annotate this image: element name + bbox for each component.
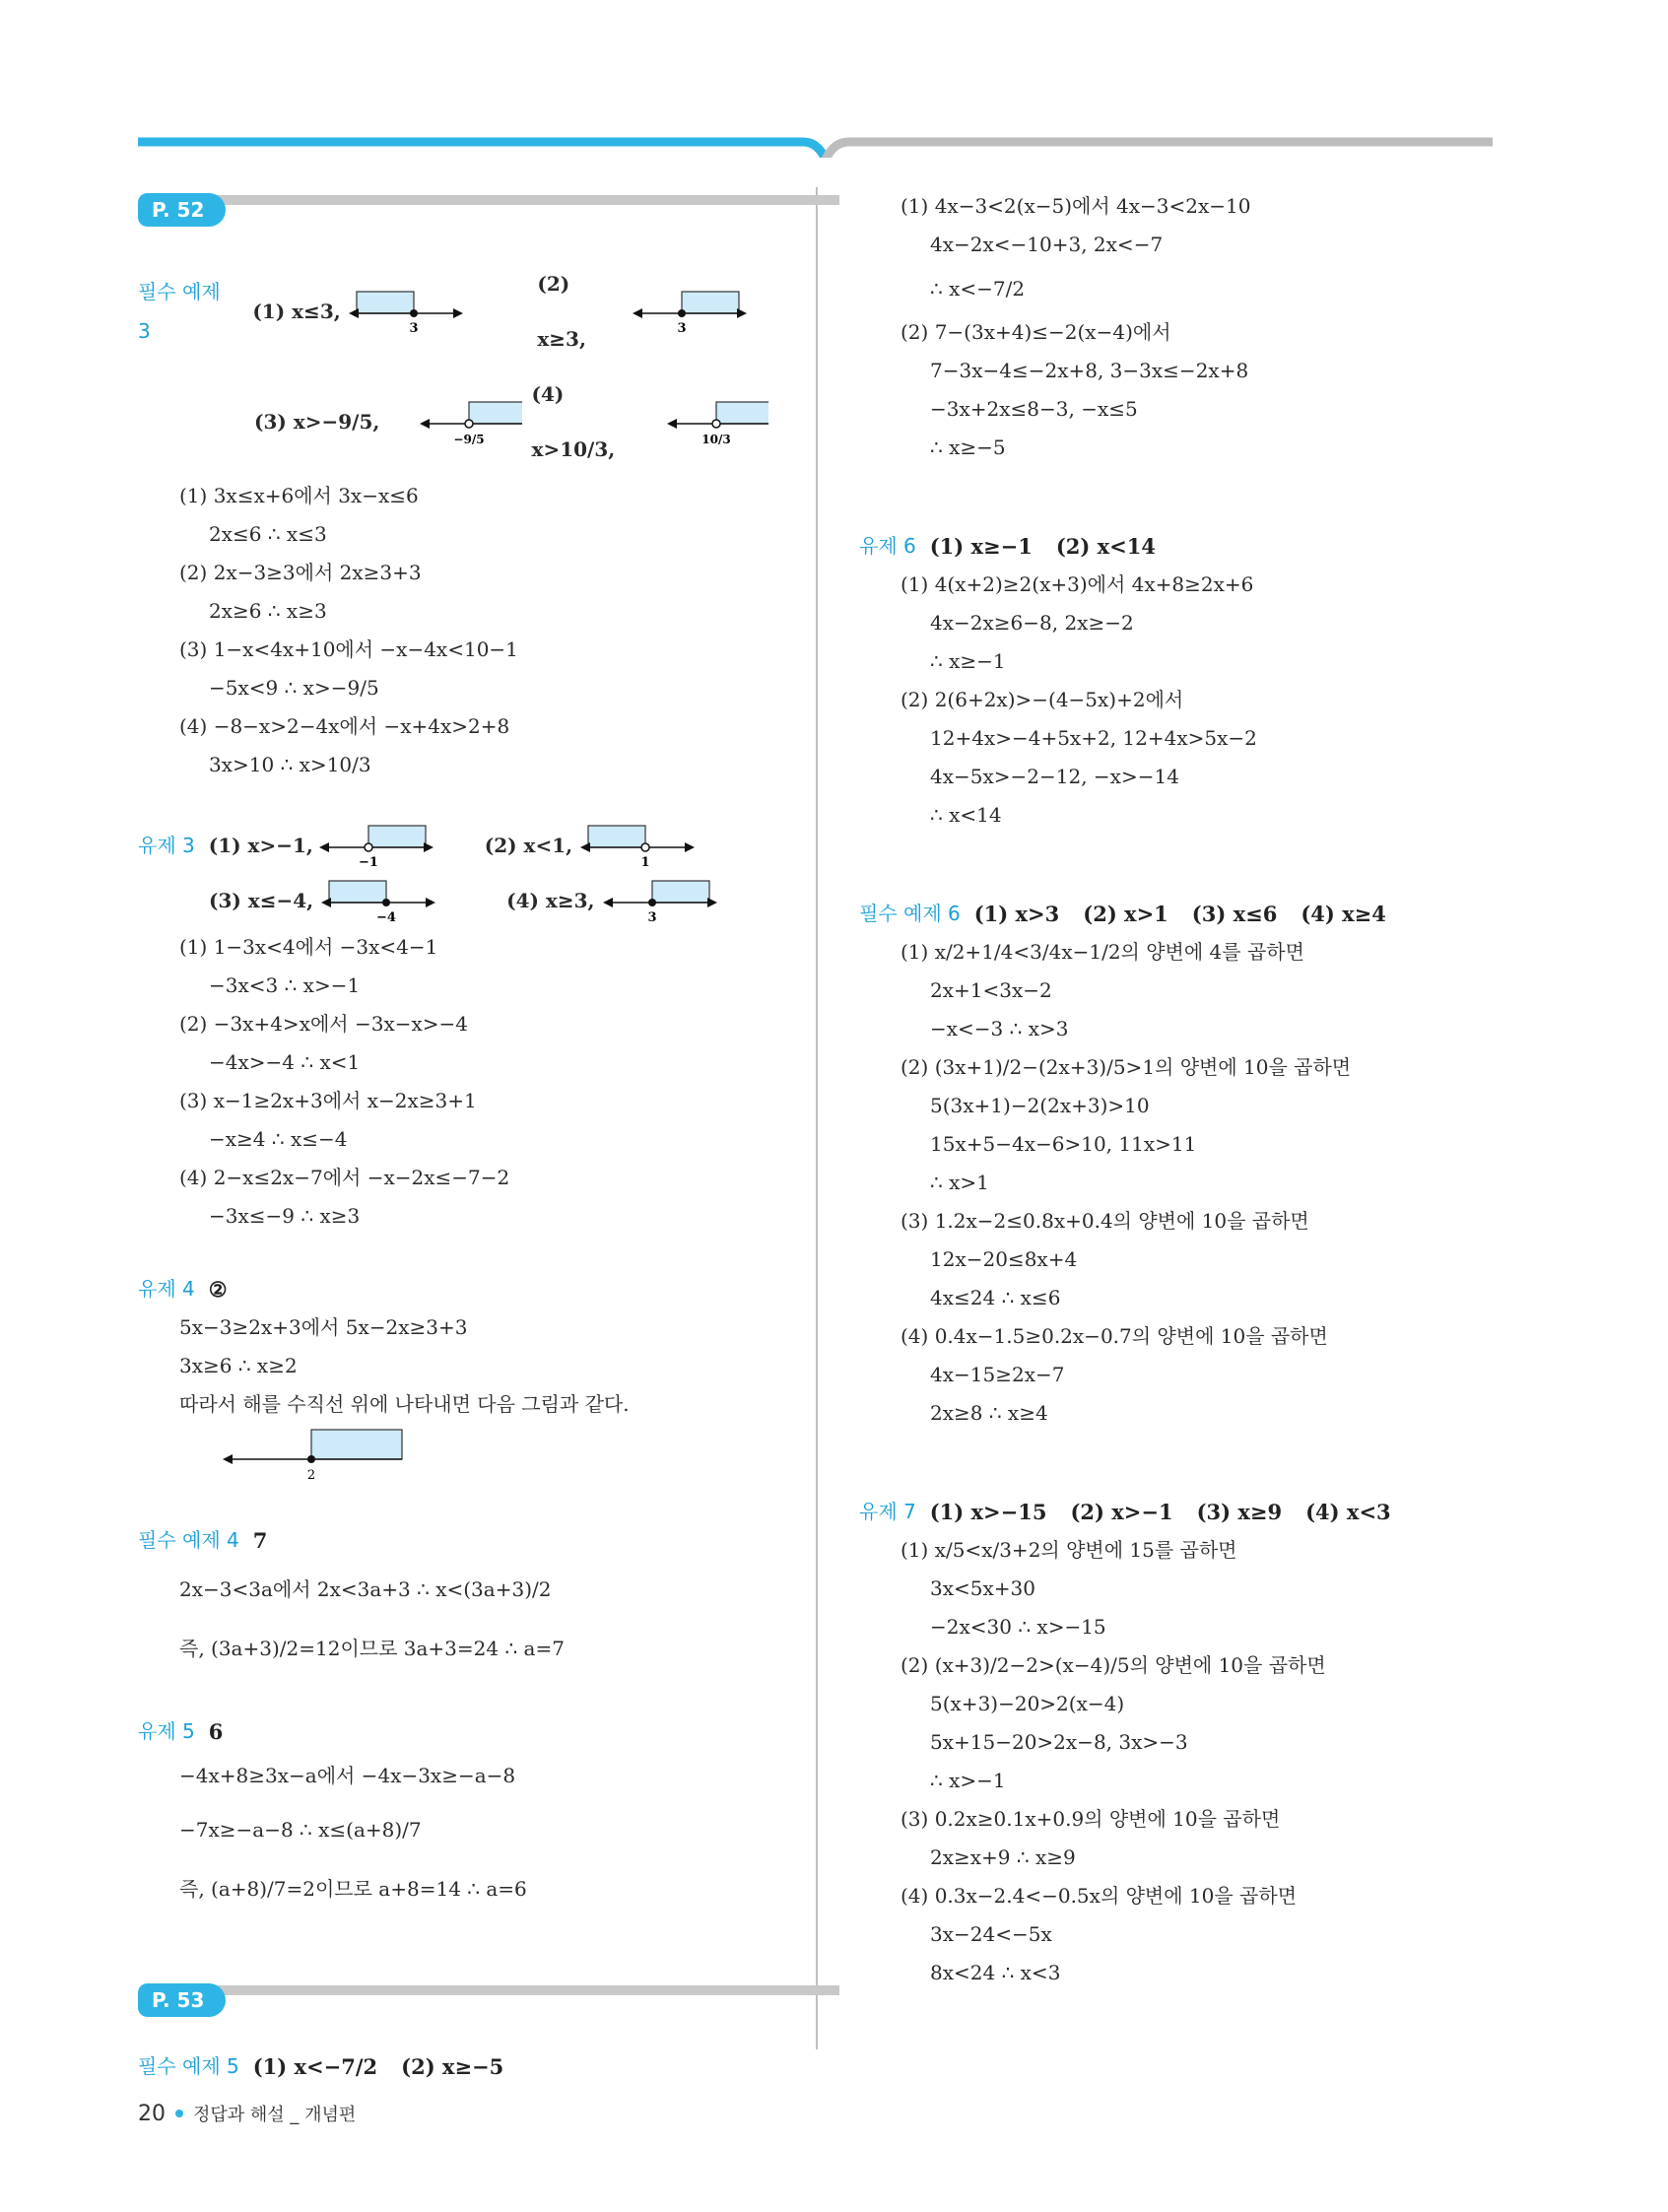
solution-line: (1) x/5<x/3+2의 양변에 15를 곱하면 — [901, 1538, 1237, 1562]
yu7-answer-2: (2) x>−1 — [1070, 1499, 1173, 1524]
solution-line: 15x+5−4x−6>10, 11x>11 — [930, 1132, 1197, 1156]
number-line-yu3-4 — [601, 876, 719, 925]
solution-line: 2x−3<3a에서 2x<3a+3 ∴ x<(3a+3)/2 — [179, 1577, 552, 1601]
tick-label: 1 — [640, 855, 650, 870]
ex5-answer-2: (2) x≥−5 — [401, 2053, 504, 2079]
number-line-ex3-2 — [631, 287, 749, 336]
right-column — [859, 187, 1490, 1992]
solution-line: −2x<30 ∴ x>−15 — [930, 1615, 1106, 1639]
solution-line: (3) x−1≥2x+3에서 x−2x≥3+1 — [179, 1089, 477, 1112]
yu7-answer-4: (4) x<3 — [1305, 1499, 1391, 1524]
yu5-header — [138, 1711, 768, 1751]
solution-line: 4x−2x≥6−8, 2x≥−2 — [930, 611, 1134, 635]
yu7-header — [859, 1492, 1490, 1531]
page-number: 20 — [138, 2101, 166, 2126]
yu4-figure — [138, 1424, 768, 1487]
solution-line: (3) 0.2x≥0.1x+0.9의 양변에 10을 곱하면 — [901, 1807, 1281, 1831]
page-label: P. 53 — [138, 1983, 226, 2017]
ex6-answer-3: (3) x≤6 — [1191, 901, 1278, 926]
number-line-yu3-2 — [578, 821, 697, 870]
column-divider — [816, 187, 818, 2049]
solution-line: 2x≤6 ∴ x≤3 — [209, 522, 327, 546]
header-decoration — [0, 0, 1668, 158]
ex4-header — [138, 1520, 768, 1560]
tick-label: 3 — [646, 910, 657, 925]
ex4-label: 필수 예제 4 — [138, 1528, 239, 1552]
solution-line: ∴ x≥−1 — [930, 649, 1006, 673]
ex3-answers — [138, 256, 768, 367]
ex3-answers-2 — [138, 367, 768, 477]
yu3-label: 유제 3 — [138, 834, 195, 857]
solution-line: 4x−15≥2x−7 — [930, 1363, 1065, 1386]
solution-line: −7x≥−a−8 ∴ x≤(a+8)/7 — [179, 1818, 422, 1842]
ex3-label: 필수 예제 3 — [138, 280, 221, 343]
tick-label: 3 — [677, 321, 687, 336]
yu7-answer-1: (1) x>−15 — [929, 1499, 1047, 1524]
solution-line: 따라서 해를 수직선 위에 나타내면 다음 그림과 같다. — [179, 1392, 630, 1416]
page-label: P. 52 — [138, 193, 226, 227]
left-column — [138, 187, 768, 2086]
number-line-yu3-3 — [319, 876, 437, 925]
solution-line: (2) 2(6+2x)>−(4−5x)+2에서 — [901, 688, 1184, 711]
ex6-header — [859, 894, 1490, 933]
ex3-ans3: (3) x>−9/5, — [254, 410, 380, 434]
solution-line: (4) 0.4x−1.5≥0.2x−0.7의 양변에 10을 곱하면 — [901, 1324, 1328, 1348]
solution-line: ∴ x<14 — [930, 803, 1002, 827]
yu4-label: 유제 4 — [138, 1277, 195, 1301]
tick-label: −9/5 — [453, 433, 485, 446]
solution-line: (2) −3x+4>x에서 −3x−x>−4 — [179, 1012, 469, 1036]
ex5-answer-1: (1) x<−7/2 — [252, 2053, 378, 2079]
solution-line: (1) x/2+1/4<3/4x−1/2의 양변에 4를 곱하면 — [901, 940, 1304, 964]
solution-line: ∴ x>−1 — [930, 1769, 1006, 1792]
solution-line: 3x>10 ∴ x>10/3 — [209, 753, 371, 776]
solution-line: 8x<24 ∴ x<3 — [930, 1961, 1061, 1984]
yu4-answer: ② — [208, 1276, 228, 1302]
solution-line: 2x+1<3x−2 — [930, 978, 1052, 1002]
number-line-yu3-1 — [317, 821, 435, 870]
yu6-label: 유제 6 — [859, 534, 916, 558]
solution-line: 2x≥6 ∴ x≥3 — [209, 599, 327, 623]
yu6-answer-2: (2) x<14 — [1055, 533, 1156, 559]
solution-line: 즉, (a+8)/7=2이므로 a+8=14 ∴ a=6 — [179, 1877, 527, 1901]
solution-line: −5x<9 ∴ x>−9/5 — [209, 676, 379, 700]
ex6-answer-1: (1) x>3 — [973, 901, 1060, 926]
solution-line: −3x<3 ∴ x>−1 — [209, 973, 361, 997]
solution-line: 12x−20≤8x+4 — [930, 1247, 1078, 1271]
solution-line: ∴ x≥−5 — [930, 436, 1006, 459]
solution-line: 4x−2x<−10+3, 2x<−7 — [930, 233, 1164, 256]
ex4-answer: 7 — [252, 1527, 268, 1553]
solution-line: 5(3x+1)−2(2x+3)>10 — [930, 1094, 1150, 1117]
yu3-ans3: (3) x≤−4, — [209, 889, 314, 912]
ex3-ans2: (2) x≥3, — [537, 272, 586, 351]
solution-line: 2x≥8 ∴ x≥4 — [930, 1401, 1048, 1425]
solution-line: (4) 2−x≤2x−7에서 −x−2x≤−7−2 — [179, 1166, 510, 1189]
solution-line: (1) 1−3x<4에서 −3x<4−1 — [179, 935, 438, 959]
number-line-yu4 — [221, 1424, 418, 1483]
number-line-ex3-1 — [347, 287, 465, 336]
solution-line: (4) 0.3x−2.4<−0.5x의 양변에 10을 곱하면 — [901, 1884, 1298, 1908]
solution-line: (3) 1−x<4x+10에서 −x−4x<10−1 — [179, 637, 518, 661]
ex5-header — [138, 2046, 768, 2086]
solution-line: (2) (x+3)/2−2>(x−4)/5의 양변에 10을 곱하면 — [901, 1653, 1326, 1677]
solution-line: (2) 2x−3≥3에서 2x≥3+3 — [179, 561, 422, 584]
ex6-label: 필수 예제 6 — [859, 902, 961, 925]
solution-line: (1) 3x≤x+6에서 3x−x≤6 — [179, 484, 419, 507]
solution-line: 12+4x>−4+5x+2, 12+4x>5x−2 — [930, 726, 1257, 750]
tick-label: 10/3 — [701, 433, 731, 446]
ex3-ans4: (4) x>10/3, — [531, 382, 616, 461]
yu3-answers — [138, 818, 768, 873]
tick-label: −1 — [358, 855, 378, 870]
solution-line: (2) 7−(3x+4)≤−2(x−4)에서 — [901, 320, 1171, 344]
yu3-ans4: (4) x≥3, — [506, 889, 595, 912]
number-line-ex3-4 — [665, 394, 768, 449]
solution-line: −3x+2x≤8−3, −x≤5 — [930, 397, 1138, 421]
ex3-ans1: (1) x≤3, — [252, 300, 341, 323]
yu7-answer-3: (3) x≥9 — [1196, 1499, 1283, 1524]
footer-text: 정답과 해설 _ 개념편 — [193, 2105, 357, 2125]
number-line-ex3-3 — [418, 394, 521, 449]
yu7-label: 유제 7 — [859, 1500, 916, 1523]
ex5-label: 필수 예제 5 — [138, 2054, 239, 2078]
page-header-p52 — [138, 187, 768, 233]
solution-line: −4x+8≥3x−a에서 −4x−3x≥−a−8 — [179, 1764, 516, 1787]
solution-line: 5(x+3)−20>2(x−4) — [930, 1692, 1125, 1715]
bullet-icon — [175, 2110, 183, 2117]
tick-label: 3 — [409, 321, 419, 336]
solution-line: 4x−5x>−2−12, −x>−14 — [930, 765, 1179, 788]
tick-label: −4 — [376, 910, 397, 925]
solution-line: −x≥4 ∴ x≤−4 — [209, 1127, 348, 1151]
solution-line: 5x−3≥2x+3에서 5x−2x≥3+3 — [179, 1315, 468, 1339]
yu6-header — [859, 526, 1490, 566]
solution-line: −x<−3 ∴ x>3 — [930, 1017, 1069, 1040]
solution-line: 2x≥x+9 ∴ x≥9 — [930, 1845, 1076, 1869]
yu3-ans2: (2) x<1, — [484, 834, 573, 857]
yu5-label: 유제 5 — [138, 1719, 195, 1743]
solution-line: (2) (3x+1)/2−(2x+3)/5>1의 양변에 10을 곱하면 — [901, 1055, 1352, 1079]
solution-line: (1) 4x−3<2(x−5)에서 4x−3<2x−10 — [901, 194, 1251, 218]
page-footer — [138, 2101, 356, 2126]
tick-label: 2 — [306, 1468, 316, 1483]
solution-line: 3x−24<−5x — [930, 1922, 1052, 1946]
solution-line: −4x>−4 ∴ x<1 — [209, 1050, 361, 1074]
solution-line: 5x+15−20>2x−8, 3x>−3 — [930, 1730, 1188, 1754]
solution-line: 즉, (3a+3)/2=12이므로 3a+3=24 ∴ a=7 — [179, 1637, 565, 1660]
solution-line: 3x<5x+30 — [930, 1576, 1035, 1600]
solution-line: (3) 1.2x−2≤0.8x+0.4의 양변에 10을 곱하면 — [901, 1209, 1309, 1233]
yu3-answers-2 — [138, 873, 768, 928]
solution-line: ∴ x>1 — [930, 1171, 989, 1194]
solution-line: −3x≤−9 ∴ x≥3 — [209, 1204, 361, 1228]
yu4-header — [138, 1269, 768, 1308]
solution-line: 4x≤24 ∴ x≤6 — [930, 1286, 1061, 1309]
solution-line: 7−3x−4≤−2x+8, 3−3x≤−2x+8 — [930, 359, 1249, 382]
yu6-answer-1: (1) x≥−1 — [929, 533, 1033, 559]
ex6-answer-2: (2) x>1 — [1083, 901, 1168, 926]
solution-line: (1) 4(x+2)≥2(x+3)에서 4x+8≥2x+6 — [901, 572, 1254, 596]
ex6-answer-4: (4) x≥4 — [1301, 901, 1386, 926]
page-header-p53 — [138, 1977, 768, 2023]
yu3-ans1: (1) x>−1, — [208, 834, 313, 857]
yu5-answer: 6 — [208, 1718, 224, 1744]
solution-line: ∴ x<−7/2 — [930, 277, 1026, 301]
solution-line: (4) −8−x>2−4x에서 −x+4x>2+8 — [179, 714, 510, 738]
solution-line: 3x≥6 ∴ x≥2 — [179, 1354, 298, 1377]
